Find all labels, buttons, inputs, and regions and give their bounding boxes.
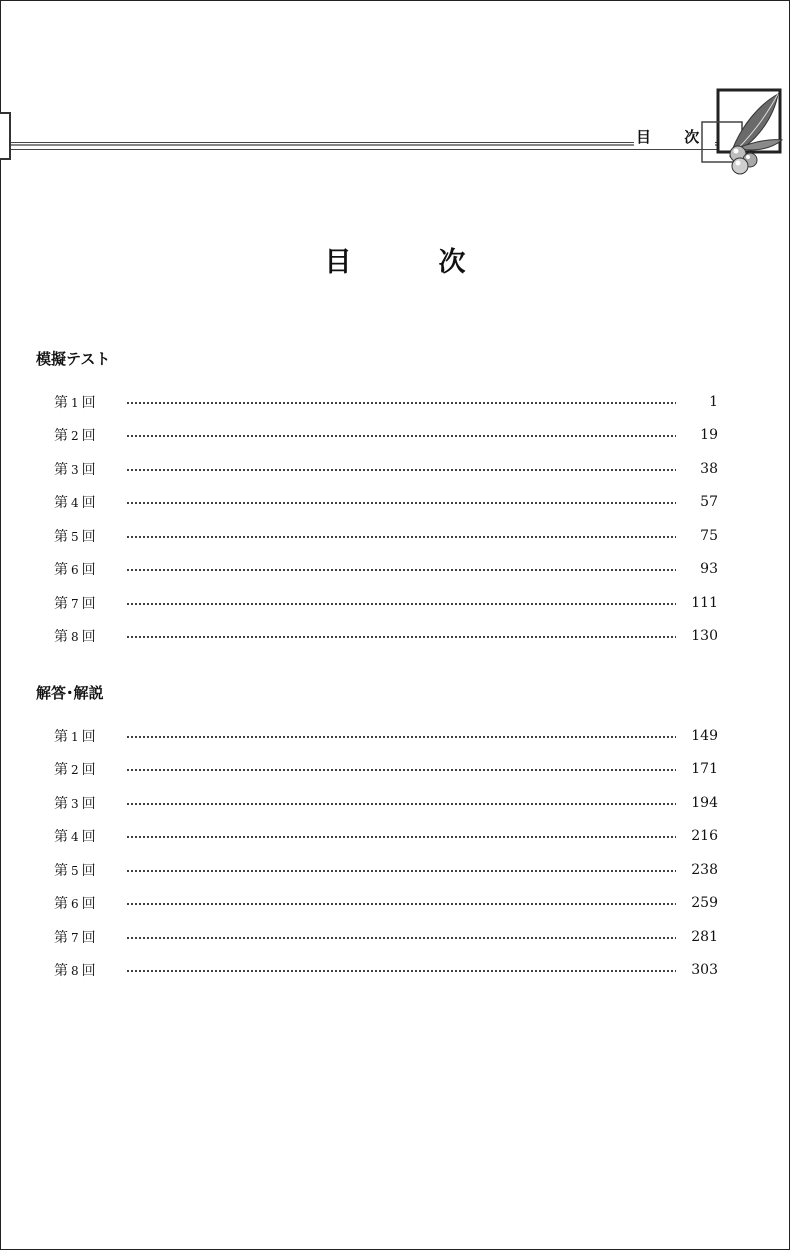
toc-entry-label: 第 6 回 bbox=[54, 896, 96, 913]
dot-leader bbox=[126, 836, 676, 838]
toc-entry-label: 第 3 回 bbox=[54, 795, 96, 812]
dot-leader bbox=[126, 970, 676, 972]
running-title: 目 次 bbox=[636, 128, 714, 146]
dot-leader bbox=[126, 803, 676, 805]
toc-entry-label: 第 5 回 bbox=[54, 528, 96, 545]
dot-leader bbox=[126, 736, 676, 738]
dot-leader bbox=[126, 870, 676, 872]
toc-entry-label: 第 4 回 bbox=[54, 495, 96, 512]
dot-leader bbox=[126, 502, 676, 504]
leaf-berry-ornament-icon bbox=[700, 86, 784, 178]
section-heading: 解答･解説 bbox=[36, 684, 104, 702]
dot-leader bbox=[126, 435, 676, 437]
toc-entry[interactable] bbox=[38, 452, 718, 486]
dot-leader bbox=[126, 536, 676, 538]
dot-leader bbox=[126, 903, 676, 905]
toc-entry[interactable] bbox=[38, 519, 718, 553]
toc-entry[interactable] bbox=[38, 620, 718, 654]
toc-entry[interactable] bbox=[38, 920, 718, 954]
dot-leader bbox=[126, 569, 676, 571]
toc-page-number: 57 bbox=[700, 494, 718, 511]
toc-page-number: 281 bbox=[691, 928, 718, 945]
toc-section-mock-tests bbox=[38, 347, 718, 653]
toc-page-number: 1 bbox=[709, 393, 718, 410]
toc-entry-label: 第 1 回 bbox=[54, 728, 96, 745]
toc-entry-label: 第 6 回 bbox=[54, 562, 96, 579]
toc-entry[interactable] bbox=[38, 586, 718, 620]
toc-entry-label: 第 2 回 bbox=[54, 762, 96, 779]
toc-entry[interactable] bbox=[38, 419, 718, 453]
toc-entry[interactable] bbox=[38, 753, 718, 787]
toc-entry[interactable] bbox=[38, 553, 718, 587]
toc-entry-label: 第 2 回 bbox=[54, 428, 96, 445]
toc-page-number: 149 bbox=[691, 727, 718, 744]
toc-entry[interactable] bbox=[38, 820, 718, 854]
toc-entry[interactable] bbox=[38, 719, 718, 753]
toc-page-number: 238 bbox=[691, 861, 718, 878]
toc-page-number: 75 bbox=[700, 527, 718, 544]
toc-page-number: 130 bbox=[691, 628, 718, 645]
toc-entry[interactable] bbox=[38, 853, 718, 887]
dot-leader bbox=[126, 937, 676, 939]
toc-page-number: 216 bbox=[691, 828, 718, 845]
toc-page-number: 171 bbox=[691, 761, 718, 778]
toc-page-number: 303 bbox=[691, 962, 718, 979]
toc-section-answers-explanations bbox=[38, 681, 718, 987]
dot-leader bbox=[126, 636, 676, 638]
toc-page-number: 38 bbox=[700, 460, 718, 477]
dot-leader bbox=[126, 769, 676, 771]
toc-entry[interactable] bbox=[38, 786, 718, 820]
page-title: 目 次 bbox=[324, 247, 496, 278]
toc-page-number: 194 bbox=[691, 794, 718, 811]
toc-entry-label: 第 7 回 bbox=[54, 595, 96, 612]
toc-page-number: 93 bbox=[700, 561, 718, 578]
toc-page-number: 19 bbox=[700, 427, 718, 444]
toc-entry[interactable] bbox=[38, 887, 718, 921]
toc-entry[interactable] bbox=[38, 954, 718, 988]
toc-entry[interactable] bbox=[38, 385, 718, 419]
toc-entry-label: 第 3 回 bbox=[54, 461, 96, 478]
toc-entry-label: 第 5 回 bbox=[54, 862, 96, 879]
toc-entry[interactable] bbox=[38, 486, 718, 520]
left-bracket-ornament bbox=[0, 112, 11, 160]
toc-entry-label: 第 1 回 bbox=[54, 394, 96, 411]
dot-leader bbox=[126, 402, 676, 404]
dot-leader bbox=[126, 603, 676, 605]
toc-entry-label: 第 7 回 bbox=[54, 929, 96, 946]
toc-entry-label: 第 8 回 bbox=[54, 963, 96, 980]
toc-page-number: 111 bbox=[691, 594, 718, 611]
toc-entry-label: 第 8 回 bbox=[54, 629, 96, 646]
section-heading: 模擬テスト bbox=[36, 350, 111, 368]
toc-entry-label: 第 4 回 bbox=[54, 829, 96, 846]
toc-page-number: 259 bbox=[691, 895, 718, 912]
dot-leader bbox=[126, 469, 676, 471]
